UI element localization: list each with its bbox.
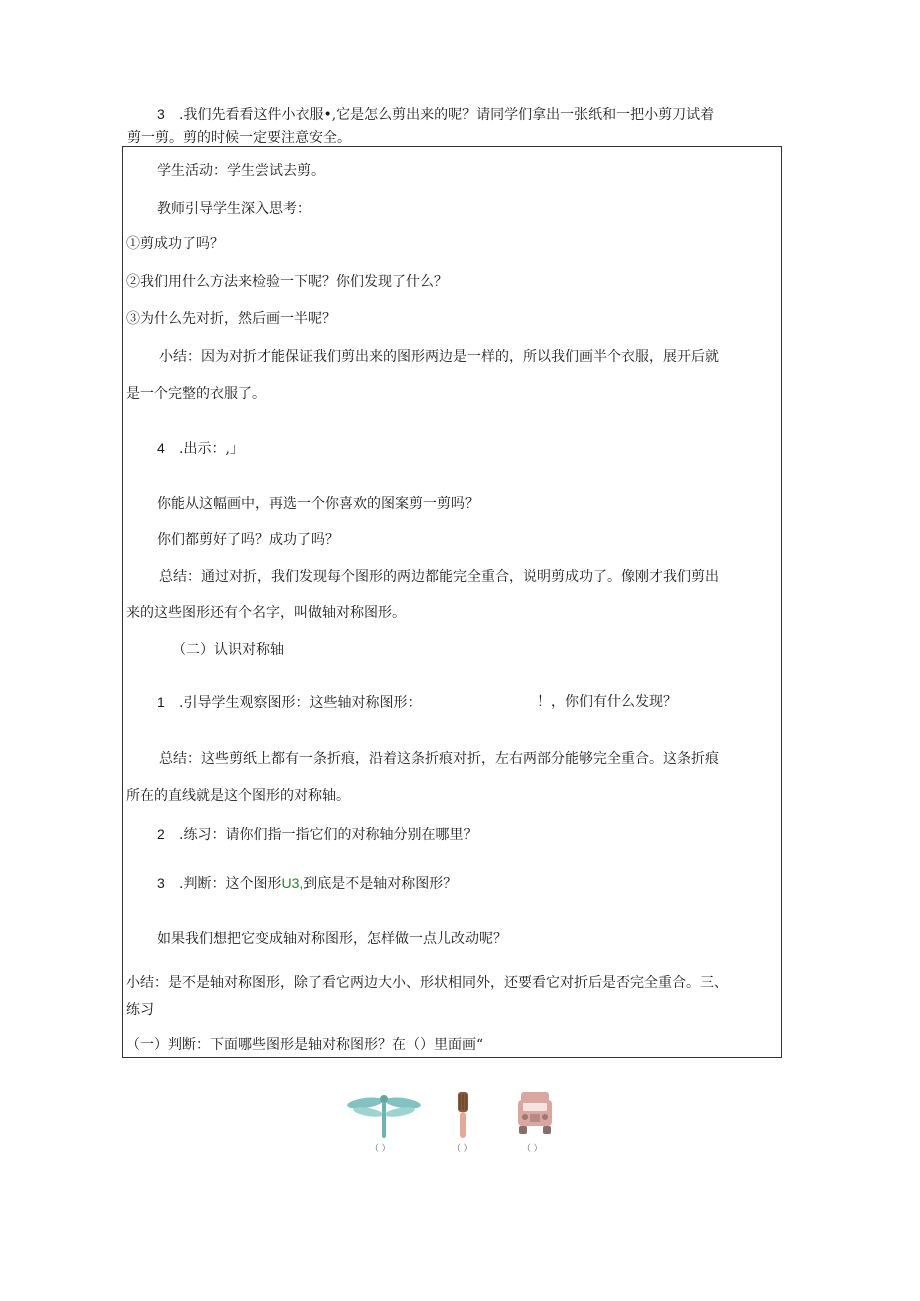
item-4-number: 4 xyxy=(157,440,165,456)
summary-2-line-1: 总结：通过对折，我们发现每个图形的两边都能完全重合，说明剪成功了。像刚才我们剪出 xyxy=(159,569,719,585)
jeep-answer-paren: （ ） xyxy=(522,1143,543,1153)
question-3: ③为什么先对折，然后画一半呢？ xyxy=(126,311,336,327)
question-1: ①剪成功了吗？ xyxy=(126,236,224,252)
intro-text-1: .我们先看看这件小衣服•,它是怎么剪出来的呢？请同学们拿出一张纸和一把小剪刀试着 xyxy=(179,107,715,123)
dragonfly-icon xyxy=(345,1090,423,1140)
step-3-text-b: 到底是不是轴对称图形？ xyxy=(303,876,458,892)
step-3-number: 3 xyxy=(157,875,165,891)
summary-3-line-2: 所在的直线就是这个图形的对称轴。 xyxy=(126,788,350,804)
intro-line-1 xyxy=(157,104,714,125)
step-2-number: 2 xyxy=(157,826,165,842)
dragonfly-answer-paren: （ ） xyxy=(370,1143,391,1153)
toothbrush-answer-paren: （ ） xyxy=(452,1143,473,1153)
question-2: ②我们用什么方法来检验一下呢？你们发现了什么？ xyxy=(126,274,448,290)
item-4 xyxy=(157,438,244,459)
step-1-tail: ！，你们有什么发现？ xyxy=(537,694,677,710)
step-1-number: 1 xyxy=(157,694,165,710)
step-2-text: .练习：请你们指一指它们的对称轴分别在哪里？ xyxy=(179,827,478,843)
step-2 xyxy=(157,824,477,845)
toothbrush-icon xyxy=(453,1090,473,1140)
intro-line-2: 剪一剪。剪的时候一定要注意安全。 xyxy=(127,130,351,146)
teacher-guide: 教师引导学生深入思考： xyxy=(157,201,311,217)
choose-pattern: 你能从这幅画中，再选一个你喜欢的图案剪一剪吗？ xyxy=(157,496,479,512)
step-3 xyxy=(157,873,457,894)
intro-number: 3 xyxy=(157,106,165,122)
step-1-text: .引导学生观察图形：这些轴对称图形： xyxy=(179,695,422,711)
change-question: 如果我们想把它变成轴对称图形，怎样做一点儿改动呢？ xyxy=(157,931,507,947)
done-question: 你们都剪好了吗？成功了吗？ xyxy=(157,532,339,548)
summary-3-line-1: 总结：这些剪纸上都有一条折痕，沿着这条折痕对折，左右两部分能够完全重合。这条折痕 xyxy=(159,751,719,767)
student-activity: 学生活动：学生尝试去剪。 xyxy=(157,163,325,179)
item-4-text: .出示：,」 xyxy=(179,441,244,457)
summary-4-line-2: 练习 xyxy=(126,1002,154,1018)
judge-exercise: （一）判断：下面哪些图形是轴对称图形？在（）里面画“ xyxy=(126,1037,484,1053)
summary-2-line-2: 来的这些图形还有个名字，叫做轴对称图形。 xyxy=(126,605,406,621)
summary-4-line-1: 小结：是不是轴对称图形，除了看它两边大小、形状相同外，还要看它对折后是否完全重合。三、 xyxy=(126,975,728,991)
section-2-heading: （二）认识对称轴 xyxy=(172,642,284,658)
step-3-text-a: .判断：这个图形 xyxy=(179,876,282,892)
summary-1-line-1: 小结：因为对折才能保证我们剪出来的图形两边是一样的，所以我们画半个衣服，展开后就 xyxy=(159,349,719,365)
summary-1-line-2: 是一个完整的衣服了。 xyxy=(126,386,266,402)
step-1 xyxy=(157,692,421,713)
step-3-figure-label: U3, xyxy=(281,875,304,891)
jeep-icon xyxy=(515,1090,555,1138)
